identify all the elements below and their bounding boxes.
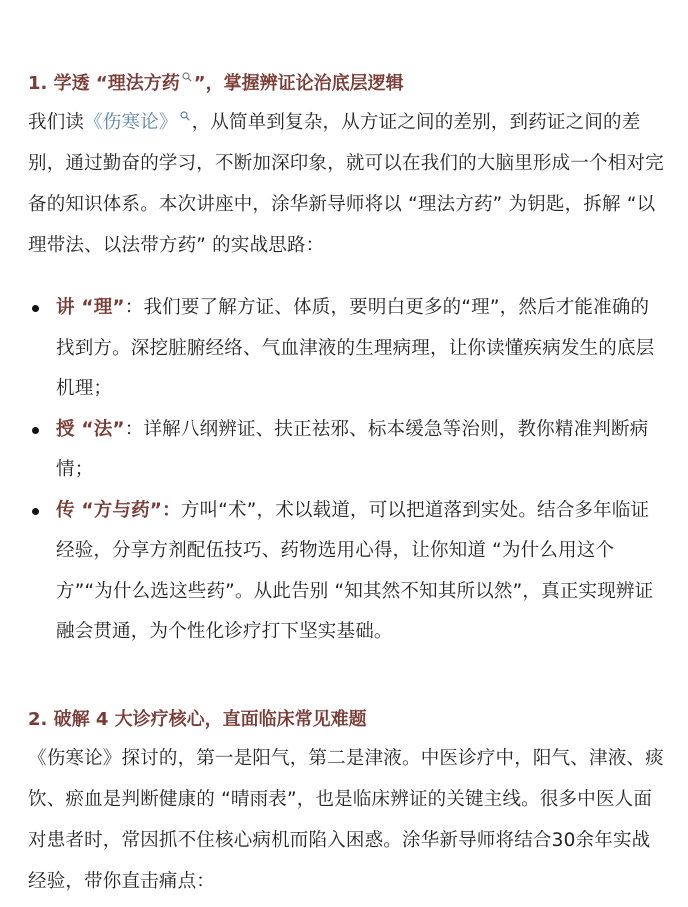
section-1-intro (28, 102, 664, 266)
section-1-heading-post: ”，掌握辨证论治底层逻辑 (193, 73, 404, 94)
method-bullet-list (28, 288, 664, 653)
intro-text-post: ，从简单到复杂，从方证之间的差别，到药证之间的差别，通过勤奋的学习，不断加深印象，就可以在我们的大脑里形成一个相对完备的知识体系。本次讲座中，涂华新导师将以 “理法方药” 为钥匙，拆解 “以理带法、以法带方药” 的实战思路： (28, 112, 664, 256)
intro-text-pre: 我们读 (28, 112, 85, 133)
bullet-item-fa (28, 410, 664, 491)
section-2 (28, 706, 664, 902)
bullet-dot-icon (32, 508, 39, 515)
section-2-heading: 2. 破解 4 大诊疗核心，直面临床常见难题 (28, 709, 367, 730)
search-icon[interactable] (182, 72, 192, 82)
section-1-heading (28, 70, 664, 98)
bullet-lead: 传 “方与药”： (56, 499, 181, 521)
section-2-body: 《伤寒论》探讨的，第一是阳气，第二是津液。中医诊疗中，阳气、津液、痰饮、瘀血是判断健康的 “晴雨表”，也是临床辨证的关键主线。很多中医人面对患者时，常因抓不住核心病机而陷入困惑。涂华新导师将结合30余年实战经验，带你直击痛点： (28, 748, 664, 892)
section-1-heading-pre: 1. 学透 “理法方药 (28, 73, 180, 94)
section-1 (28, 70, 664, 653)
bullet-item-li (28, 288, 664, 410)
bullet-lead: 讲 “理” (56, 297, 125, 318)
shanghan-lun-link[interactable]: 《伤寒论》 (84, 112, 178, 133)
bullet-text: 方叫“术”，术以载道，可以把道落到实处。结合多年临证经验，分享方剂配伍技巧、药物选用心得，让你知道 “为什么用这个方”“为什么选这些药”。从此告别 “知其然不知其所以然”，真正实现辨证融会贯通，为个性化诊疗打下坚实基础。 (56, 499, 654, 642)
bullet-text: ：详解八纲辨证、扶正祛邪、标本缓急等治则，教你精准判断病情； (56, 418, 649, 480)
bullet-text: ：我们要了解方证、体质，要明白更多的“理”，然后才能准确的找到方。深挖脏腑经络、气血津液的生理病理，让你读懂疾病发生的底层机理； (56, 297, 655, 399)
bullet-item-fang-yao (28, 491, 664, 653)
bullet-dot-icon (32, 305, 39, 312)
bullet-lead: 授 “法” (56, 418, 125, 440)
bullet-dot-icon (32, 427, 39, 434)
search-icon[interactable] (180, 111, 190, 121)
